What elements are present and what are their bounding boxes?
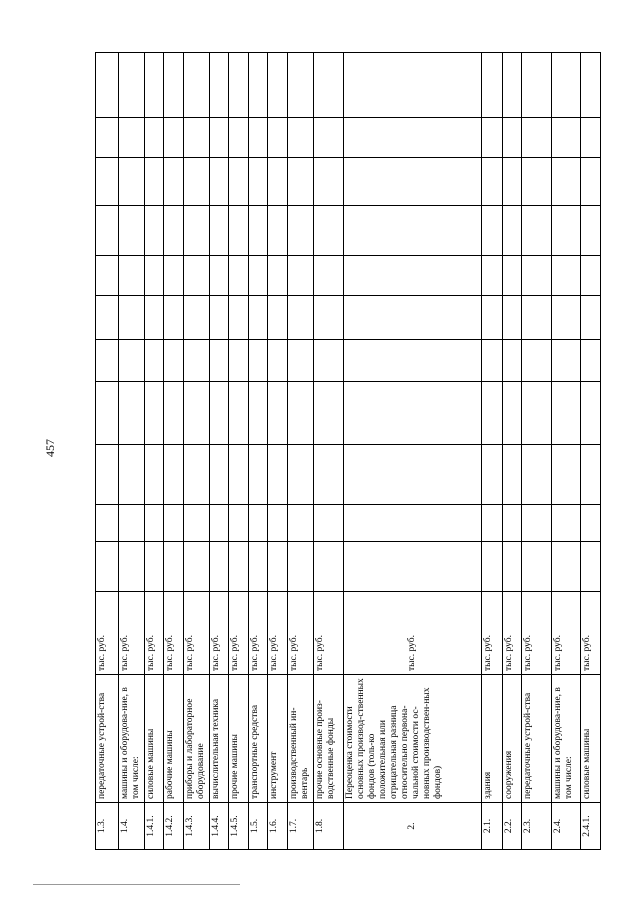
empty-cell [522, 296, 551, 340]
empty-cell [343, 158, 482, 206]
empty-cell [580, 340, 600, 382]
empty-cell [551, 340, 580, 382]
empty-cell [249, 256, 268, 296]
empty-cell [522, 542, 551, 592]
empty-cell [229, 118, 249, 158]
empty-cell [268, 53, 288, 118]
empty-cell [229, 53, 249, 118]
empty-cell [314, 296, 343, 340]
empty-cell [314, 53, 343, 118]
empty-cell [268, 256, 288, 296]
table-row [343, 53, 482, 850]
empty-cell [482, 256, 503, 296]
empty-cell [551, 53, 580, 118]
row-name: машины и оборудова-ние, в том числе: [119, 675, 145, 803]
empty-cell [551, 296, 580, 340]
empty-cell [503, 340, 522, 382]
empty-cell [551, 445, 580, 505]
empty-cell [145, 505, 164, 542]
empty-cell [184, 206, 210, 256]
empty-cell [268, 118, 288, 158]
row-number: 2.3. [522, 803, 551, 850]
empty-cell [210, 158, 229, 206]
empty-cell [184, 158, 210, 206]
row-unit: тыс. руб. [343, 592, 482, 675]
empty-cell [482, 382, 503, 445]
row-number: 1.4.2. [164, 803, 184, 850]
empty-cell [522, 445, 551, 505]
empty-cell [551, 542, 580, 592]
empty-cell [119, 118, 145, 158]
empty-cell [184, 296, 210, 340]
empty-cell [96, 296, 119, 340]
empty-cell [503, 158, 522, 206]
empty-cell [184, 118, 210, 158]
empty-cell [522, 53, 551, 118]
empty-cell [551, 118, 580, 158]
row-number: 2.2. [503, 803, 522, 850]
table-row [268, 53, 288, 850]
row-number: 2.1. [482, 803, 503, 850]
empty-cell [503, 206, 522, 256]
empty-cell [343, 382, 482, 445]
empty-cell [96, 158, 119, 206]
empty-cell [184, 505, 210, 542]
empty-cell [96, 118, 119, 158]
row-unit: тыс. руб. [184, 592, 210, 675]
empty-cell [288, 382, 314, 445]
row-unit: тыс. руб. [503, 592, 522, 675]
row-unit: тыс. руб. [551, 592, 580, 675]
empty-cell [249, 445, 268, 505]
empty-cell [164, 206, 184, 256]
row-unit: тыс. руб. [268, 592, 288, 675]
empty-cell [343, 445, 482, 505]
empty-cell [164, 118, 184, 158]
empty-cell [229, 382, 249, 445]
empty-cell [482, 505, 503, 542]
empty-cell [145, 542, 164, 592]
row-unit: тыс. руб. [522, 592, 551, 675]
row-number: 1.8. [314, 803, 343, 850]
empty-cell [164, 542, 184, 592]
empty-cell [551, 158, 580, 206]
empty-cell [314, 206, 343, 256]
empty-cell [580, 206, 600, 256]
empty-cell [119, 296, 145, 340]
empty-cell [288, 158, 314, 206]
table-row [314, 53, 343, 850]
empty-cell [522, 505, 551, 542]
table-row [145, 53, 164, 850]
empty-cell [522, 340, 551, 382]
row-number: 1.5. [249, 803, 268, 850]
empty-cell [314, 505, 343, 542]
empty-cell [229, 445, 249, 505]
empty-cell [164, 296, 184, 340]
empty-cell [164, 53, 184, 118]
empty-cell [503, 542, 522, 592]
empty-cell [343, 505, 482, 542]
empty-cell [210, 296, 229, 340]
row-unit: тыс. руб. [96, 592, 119, 675]
empty-cell [164, 158, 184, 206]
empty-cell [314, 445, 343, 505]
empty-cell [268, 505, 288, 542]
empty-cell [580, 53, 600, 118]
empty-cell [343, 256, 482, 296]
empty-cell [249, 542, 268, 592]
table-row [580, 53, 600, 850]
empty-cell [96, 53, 119, 118]
empty-cell [119, 445, 145, 505]
empty-cell [288, 340, 314, 382]
empty-cell [503, 53, 522, 118]
empty-cell [184, 53, 210, 118]
empty-cell [210, 445, 229, 505]
empty-cell [522, 206, 551, 256]
empty-cell [164, 382, 184, 445]
empty-cell [522, 158, 551, 206]
empty-cell [145, 158, 164, 206]
empty-cell [229, 505, 249, 542]
row-name: передаточные устрой-ства [96, 675, 119, 803]
empty-cell [145, 206, 164, 256]
row-unit: тыс. руб. [164, 592, 184, 675]
empty-cell [249, 53, 268, 118]
empty-cell [96, 340, 119, 382]
empty-cell [482, 158, 503, 206]
row-unit: тыс. руб. [249, 592, 268, 675]
empty-cell [145, 53, 164, 118]
empty-cell [249, 382, 268, 445]
empty-cell [482, 206, 503, 256]
empty-cell [580, 505, 600, 542]
row-unit: тыс. руб. [119, 592, 145, 675]
row-unit: тыс. руб. [210, 592, 229, 675]
empty-cell [482, 296, 503, 340]
empty-cell [343, 53, 482, 118]
table-row [96, 53, 119, 850]
empty-cell [268, 296, 288, 340]
empty-cell [551, 505, 580, 542]
empty-cell [288, 542, 314, 592]
empty-cell [343, 118, 482, 158]
row-name: прочие машины [229, 675, 249, 803]
empty-cell [268, 445, 288, 505]
empty-cell [249, 118, 268, 158]
empty-cell [119, 340, 145, 382]
empty-cell [268, 382, 288, 445]
empty-cell [145, 296, 164, 340]
empty-cell [210, 542, 229, 592]
page-number: 457 [43, 439, 57, 457]
empty-cell [229, 542, 249, 592]
row-name: силовые машины [145, 675, 164, 803]
empty-cell [210, 340, 229, 382]
empty-cell [503, 445, 522, 505]
empty-cell [314, 118, 343, 158]
empty-cell [522, 382, 551, 445]
empty-cell [288, 206, 314, 256]
row-name: рабочие машины [164, 675, 184, 803]
empty-cell [503, 118, 522, 158]
empty-cell [268, 158, 288, 206]
empty-cell [96, 542, 119, 592]
empty-cell [96, 445, 119, 505]
footer-rule [33, 884, 240, 885]
empty-cell [580, 445, 600, 505]
empty-cell [164, 256, 184, 296]
row-number: 1.4.1. [145, 803, 164, 850]
empty-cell [210, 256, 229, 296]
row-unit: тыс. руб. [145, 592, 164, 675]
empty-cell [96, 505, 119, 542]
row-name: прочие основные произ-водственные фонды [314, 675, 343, 803]
empty-cell [580, 118, 600, 158]
table-row [503, 53, 522, 850]
row-number: 1.4. [119, 803, 145, 850]
empty-cell [314, 340, 343, 382]
empty-cell [229, 340, 249, 382]
table-row [119, 53, 145, 850]
empty-cell [482, 118, 503, 158]
empty-cell [210, 206, 229, 256]
empty-cell [184, 256, 210, 296]
row-name: производственный ин-вентарь [288, 675, 314, 803]
row-number: 1.6. [268, 803, 288, 850]
empty-cell [164, 445, 184, 505]
empty-cell [522, 256, 551, 296]
row-number: 2. [343, 803, 482, 850]
empty-cell [314, 382, 343, 445]
row-name: передаточные устрой-ства [522, 675, 551, 803]
empty-cell [119, 256, 145, 296]
empty-cell [145, 382, 164, 445]
empty-cell [229, 296, 249, 340]
empty-cell [145, 256, 164, 296]
empty-cell [249, 206, 268, 256]
empty-cell [96, 256, 119, 296]
row-name: машины и оборудова-ние, в том числе: [551, 675, 580, 803]
empty-cell [482, 340, 503, 382]
empty-cell [580, 256, 600, 296]
row-number: 1.4.3. [184, 803, 210, 850]
empty-cell [580, 158, 600, 206]
empty-cell [210, 505, 229, 542]
empty-cell [184, 340, 210, 382]
empty-cell [503, 505, 522, 542]
table-row [288, 53, 314, 850]
row-name: инструмент [268, 675, 288, 803]
empty-cell [343, 206, 482, 256]
empty-cell [288, 445, 314, 505]
empty-cell [119, 505, 145, 542]
empty-cell [184, 542, 210, 592]
row-name: вычислительная техника [210, 675, 229, 803]
empty-cell [482, 445, 503, 505]
table-row [229, 53, 249, 850]
data-table [95, 52, 601, 850]
empty-cell [580, 382, 600, 445]
empty-cell [314, 256, 343, 296]
row-name: силовые машины [580, 675, 600, 803]
empty-cell [164, 340, 184, 382]
row-unit: тыс. руб. [482, 592, 503, 675]
empty-cell [314, 158, 343, 206]
empty-cell [145, 445, 164, 505]
empty-cell [184, 445, 210, 505]
table-row [482, 53, 503, 850]
row-number: 1.3. [96, 803, 119, 850]
table-row [522, 53, 551, 850]
rotated-table-container [95, 53, 601, 850]
empty-cell [119, 382, 145, 445]
row-number: 1.7. [288, 803, 314, 850]
empty-cell [551, 382, 580, 445]
row-unit: тыс. руб. [314, 592, 343, 675]
empty-cell [314, 542, 343, 592]
empty-cell [268, 542, 288, 592]
empty-cell [229, 256, 249, 296]
empty-cell [210, 118, 229, 158]
empty-cell [249, 158, 268, 206]
row-name: транспортные средства [249, 675, 268, 803]
empty-cell [210, 382, 229, 445]
empty-cell [343, 542, 482, 592]
empty-cell [119, 158, 145, 206]
row-number: 2.4.1. [580, 803, 600, 850]
empty-cell [268, 206, 288, 256]
row-number: 2.4. [551, 803, 580, 850]
empty-cell [119, 53, 145, 118]
empty-cell [288, 53, 314, 118]
row-name: приборы и лабораторное оборудование [184, 675, 210, 803]
empty-cell [522, 118, 551, 158]
empty-cell [288, 256, 314, 296]
table-row [184, 53, 210, 850]
empty-cell [96, 206, 119, 256]
empty-cell [482, 542, 503, 592]
table-row [551, 53, 580, 850]
row-unit: тыс. руб. [229, 592, 249, 675]
empty-cell [503, 296, 522, 340]
empty-cell [580, 296, 600, 340]
empty-cell [145, 340, 164, 382]
row-unit: тыс. руб. [288, 592, 314, 675]
empty-cell [229, 206, 249, 256]
empty-cell [184, 382, 210, 445]
row-name: Переоценка стоимости основных производ-ственных фондов (толь-ко положительная или отрицательная разница относительно первона-чальной стоимости ос-новных производствен-ных фондов) [343, 675, 482, 803]
table-body [96, 53, 601, 850]
empty-cell [288, 296, 314, 340]
empty-cell [482, 53, 503, 118]
empty-cell [551, 256, 580, 296]
table-row [164, 53, 184, 850]
empty-cell [145, 118, 164, 158]
row-number: 1.4.5. [229, 803, 249, 850]
empty-cell [343, 340, 482, 382]
empty-cell [503, 382, 522, 445]
empty-cell [288, 118, 314, 158]
empty-cell [580, 542, 600, 592]
empty-cell [249, 505, 268, 542]
empty-cell [249, 296, 268, 340]
row-name: здания [482, 675, 503, 803]
empty-cell [249, 340, 268, 382]
empty-cell [268, 340, 288, 382]
table-row [210, 53, 229, 850]
row-unit: тыс. руб. [580, 592, 600, 675]
empty-cell [229, 158, 249, 206]
empty-cell [96, 382, 119, 445]
empty-cell [119, 206, 145, 256]
empty-cell [343, 296, 482, 340]
row-number: 1.4.4. [210, 803, 229, 850]
empty-cell [288, 505, 314, 542]
empty-cell [210, 53, 229, 118]
empty-cell [551, 206, 580, 256]
empty-cell [119, 542, 145, 592]
empty-cell [164, 505, 184, 542]
row-name: сооружения [503, 675, 522, 803]
table-row [249, 53, 268, 850]
empty-cell [503, 256, 522, 296]
